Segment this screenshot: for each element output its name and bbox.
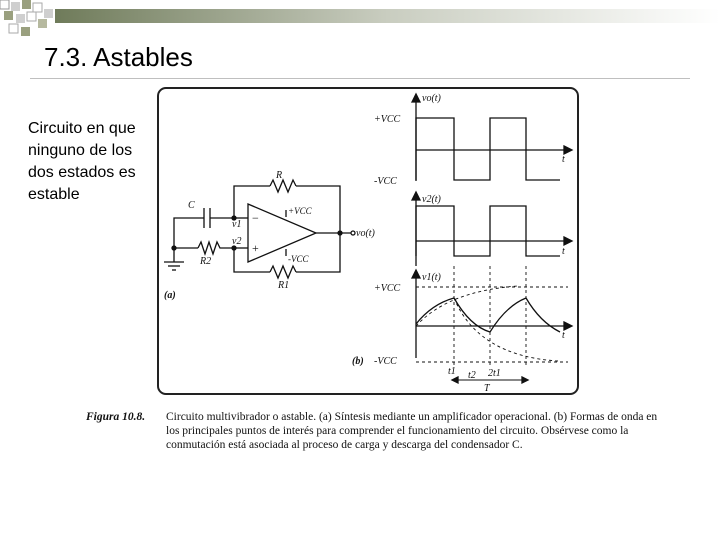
label-vo-name: vo(t): [422, 93, 441, 104]
caption-label: Figura 10.8.: [86, 411, 146, 423]
label-v1-axis: t: [562, 330, 565, 341]
corner-squares-ornament: [0, 0, 60, 40]
slide-description: Circuito en que ninguno de los dos estados es estable: [28, 120, 136, 203]
label-vo-axis: t: [562, 154, 565, 165]
title-divider: [30, 78, 690, 79]
v2-waveform: [416, 206, 560, 256]
label-v1-low: -VCC: [374, 356, 397, 367]
label-v2-name: v2(t): [422, 194, 441, 205]
label-period: T: [484, 383, 490, 394]
label-figure-a: (a): [164, 290, 176, 301]
label-v2-axis: t: [562, 246, 565, 257]
label-v1-high: +VCC: [374, 283, 401, 294]
opamp-inv-sign: −: [252, 211, 259, 225]
label-capacitor: C: [188, 200, 195, 211]
label-t1: t1: [448, 366, 456, 377]
circuit-diagram: [164, 180, 355, 278]
label-r2: R2: [200, 256, 212, 267]
label-t2: t2: [468, 370, 476, 381]
caption-text: Circuito multivibrador o astable. (a) Síntesis mediante un amplificador operacional. (b) Formas de onda en los principales puntos de interés para comprender el funcionamiento del circuito. Obsérvese como la conmutación está asociada al proceso de carga y descarga del condensador C.: [166, 411, 658, 451]
label-v1-name: v1(t): [422, 272, 441, 283]
waveforms: [412, 94, 572, 383]
opamp-noninv-sign: +: [252, 241, 259, 255]
label-supply-pos: +VCC: [288, 206, 312, 216]
astable-figure: [148, 86, 588, 406]
label-vo-high: +VCC: [374, 114, 401, 125]
v1-waveform: [416, 298, 560, 332]
label-2t1: 2t1: [488, 368, 501, 379]
label-r1: R1: [278, 280, 290, 291]
label-vo: vo(t): [356, 228, 375, 239]
label-supply-neg: -VCC: [288, 254, 309, 264]
label-v2: v2: [232, 236, 242, 247]
slide-title: 7.3. Astables: [44, 42, 193, 72]
label-v1: v1: [232, 219, 242, 230]
label-r: R: [276, 170, 283, 181]
header-gradient-band: [0, 0, 720, 28]
label-figure-b: (b): [352, 356, 364, 367]
label-vo-low: -VCC: [374, 176, 397, 187]
vo-waveform: [416, 118, 560, 180]
